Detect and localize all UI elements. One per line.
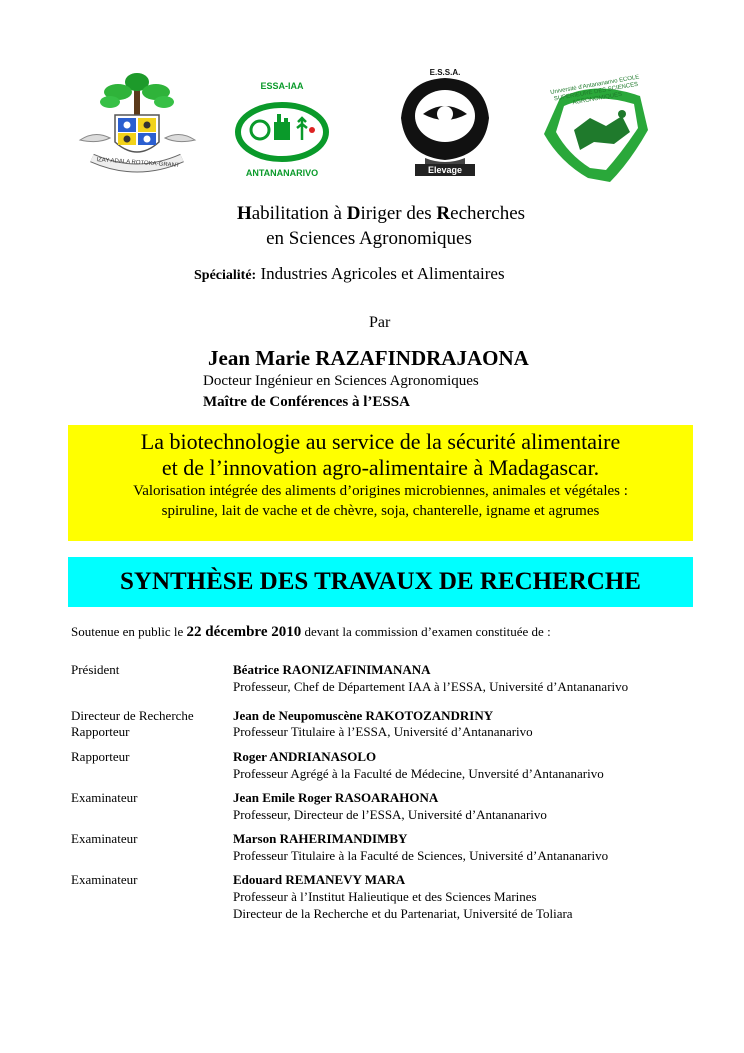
jury-affiliation: Professeur Agrégé à la Faculté de Médecine, Unversité d’Antananarivo bbox=[233, 766, 604, 781]
thesis-subtitle-line1: Valorisation intégrée des aliments d’origines microbiennes, animales et végétales : bbox=[133, 483, 628, 499]
jury-role: Examinateur bbox=[71, 872, 138, 887]
jury-affiliation: Professeur Titulaire à l’ESSA, Université d’Antananarivo bbox=[233, 724, 533, 739]
speciality bbox=[194, 264, 505, 284]
title-initial-d: D bbox=[346, 203, 361, 224]
speciality-label: Spécialité: bbox=[194, 268, 257, 283]
synthesis-banner-text: SYNTHÈSE DES TRAVAUX DE RECHERCHE bbox=[120, 568, 641, 595]
jury-name: Jean Emile Roger RASOARAHONA bbox=[233, 790, 439, 805]
title-part-b: iriger des bbox=[360, 203, 437, 224]
thesis-title-line1: La biotechnologie au service de la sécurité alimentaire bbox=[140, 429, 621, 454]
title-part-a: abilitation à bbox=[251, 203, 347, 224]
jury-name: Roger ANDRIANASOLO bbox=[233, 749, 377, 764]
author-position: Maître de Conférences à l’ESSA bbox=[203, 394, 410, 410]
hdr-title-line2: en Sciences Agronomiques bbox=[266, 228, 472, 249]
jury-name: Jean de Neupomuscène RAKOTOZANDRINY bbox=[233, 708, 494, 723]
jury-name: Marson RAHERIMANDIMBY bbox=[233, 831, 408, 846]
thesis-subtitle-line2: spiruline, lait de vache et de chèvre, soja, chanterelle, igname et agrumes bbox=[161, 503, 600, 519]
jury-affiliation: Professeur à l’Institut Halieutique et des Sciences Marines bbox=[233, 889, 537, 904]
essa-elevage-logo bbox=[385, 68, 505, 183]
defense-suffix: devant la commission d’examen constituée de : bbox=[301, 624, 551, 639]
emblem-motto: IZAY ADALA ROTOKA-GRANT bbox=[96, 157, 180, 169]
title-part-c: echerches bbox=[450, 203, 526, 224]
jury-role: Directeur de Recherche bbox=[71, 708, 194, 723]
title-initial-h: H bbox=[236, 203, 252, 224]
jury-affiliation: Professeur, Directeur de l’ESSA, Université d’Antananarivo bbox=[233, 807, 547, 822]
jury-affiliation: Professeur, Chef de Département IAA à l’ESSA, Université d’Antananarivo bbox=[233, 679, 629, 694]
par-label: Par bbox=[369, 314, 391, 331]
speciality-value: Industries Agricoles et Alimentaires bbox=[256, 264, 505, 283]
jury-role-secondary: Rapporteur bbox=[71, 724, 130, 739]
thesis-title-box bbox=[68, 425, 693, 541]
jury-affiliation-2: Directeur de la Recherche et du Partenariat, Université de Toliara bbox=[233, 906, 573, 921]
elevage-label: Elevage bbox=[427, 165, 463, 175]
jury-role: Examinateur bbox=[71, 831, 138, 846]
essa-green-caption: Université d'Antananarivo ECOLE SUPERIEURE DES SCIENCES AGRONOMIQUES bbox=[549, 74, 640, 107]
jury-role: Rapporteur bbox=[71, 749, 130, 764]
antananarivo-label: ANTANANARIVO bbox=[245, 168, 319, 178]
thesis-title-line2: et de l’innovation agro-alimentaire à Madagascar. bbox=[161, 455, 600, 480]
defense-line bbox=[71, 624, 551, 641]
essa-iaa-logo bbox=[232, 80, 332, 180]
jury-affiliation: Professeur Titulaire à la Faculté de Sciences, Université d’Antananarivo bbox=[233, 848, 609, 863]
author-name: Jean Marie RAZAFINDRAJAONA bbox=[208, 346, 529, 370]
hdr-title-line1 bbox=[9, 203, 744, 225]
jury-name: Béatrice RAONIZAFINIMANANA bbox=[233, 662, 431, 677]
jury-role: Président bbox=[71, 662, 120, 677]
author-degree: Docteur Ingénieur en Sciences Agronomiques bbox=[203, 373, 479, 389]
defense-date: 22 décembre 2010 bbox=[186, 624, 302, 640]
essa-label: E.S.S.A. bbox=[429, 68, 461, 77]
madagascar-emblem-logo bbox=[70, 70, 205, 185]
essa-iaa-label: ESSA-IAA bbox=[260, 81, 304, 91]
synthesis-banner bbox=[68, 557, 693, 607]
jury-name: Edouard REMANEVY MARA bbox=[233, 872, 406, 887]
jury-role: Examinateur bbox=[71, 790, 138, 805]
essa-green-logo bbox=[530, 70, 660, 185]
title-initial-r: R bbox=[436, 203, 451, 224]
defense-prefix: Soutenue en public le bbox=[71, 624, 187, 639]
